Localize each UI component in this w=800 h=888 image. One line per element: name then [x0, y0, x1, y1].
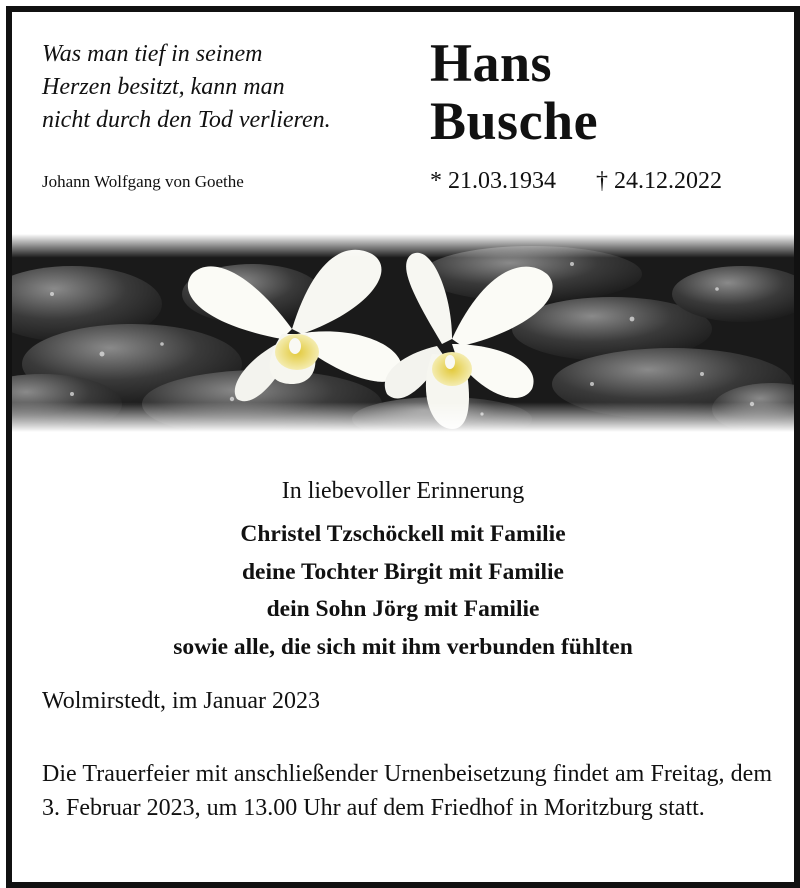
life-dates: [430, 168, 722, 195]
goethe-quote: [42, 38, 402, 137]
quote-line-3: nicht durch den Tod verlieren.: [42, 107, 331, 133]
funeral-notice: Die Trauerfeier mit anschließender Urnenbeisetzung findet am Freitag, dem 3. Februar 2023, um 13.00 Uhr auf dem Friedhof in Moritzburg statt.: [42, 761, 772, 821]
deceased-first-name: Hans: [430, 33, 553, 93]
birth-date: * 21.03.1934: [430, 168, 556, 194]
orchid-image: [12, 234, 794, 432]
death-date: † 24.12.2022: [596, 168, 722, 194]
mourner-line: sowie alle, die sich mit ihm verbunden fühlten: [173, 633, 633, 660]
deceased-last-name: Busche: [430, 91, 599, 151]
orchid-photo: [12, 234, 794, 432]
memory-line: In liebevoller Erinnerung: [281, 478, 525, 504]
deceased-name: [430, 34, 598, 150]
obituary-card: [6, 6, 800, 888]
mourner-line: deine Tochter Birgit mit Familie: [241, 558, 564, 585]
mourner-line: dein Sohn Jörg mit Familie: [266, 596, 540, 622]
quote-line-1: Was man tief in seinem: [42, 41, 263, 67]
mourners-list: [12, 516, 794, 666]
quote-line-2: Herzen besitzt, kann man: [42, 74, 285, 100]
quote-author: Johann Wolfgang von Goethe: [42, 172, 244, 191]
place-date: Wolmirstedt, im Januar 2023: [42, 688, 321, 714]
mourner-line: Christel Tzschöckell mit Familie: [240, 521, 566, 547]
